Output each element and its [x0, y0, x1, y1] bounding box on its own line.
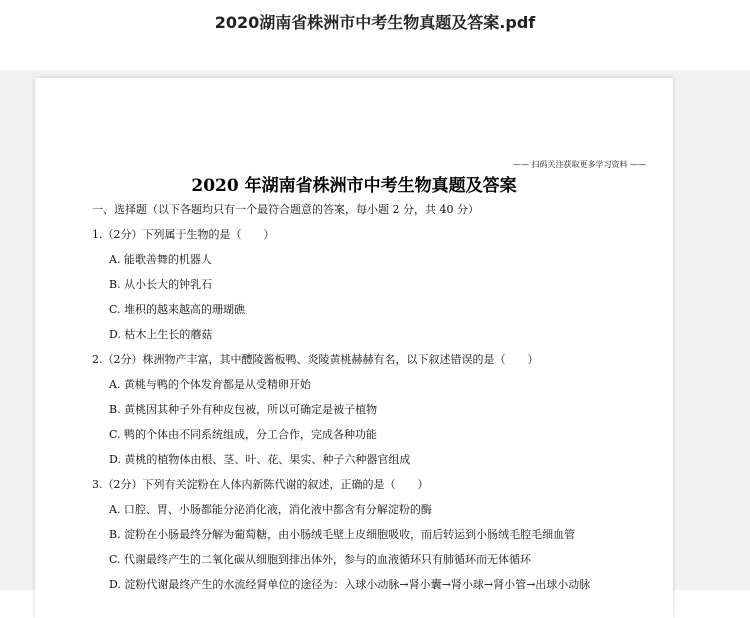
question-1-option-b: B. 从小长大的钟乳石: [109, 278, 213, 291]
scan-note: —— 扫码关注获取更多学习资料 ——: [513, 160, 647, 169]
section-header: 一、选择题（以下各题均只有一个最符合题意的答案，每小题 2 分，共 40 分）: [92, 203, 479, 216]
question-1-option-a: A. 能歌善舞的机器人: [109, 253, 212, 266]
question-2-option-d: D. 黄桃的植物体由根、茎、叶、花、果实、种子六种器官组成: [109, 453, 411, 466]
question-1-stem: 1.（2分）下列属于生物的是（ ）: [92, 228, 275, 241]
question-2-option-b: B. 黄桃因其种子外有种皮包被，所以可确定是被子植物: [109, 403, 378, 416]
question-3-option-d: D. 淀粉代谢最终产生的水流经肾单位的途径为：入球小动脉→肾小囊→肾小球→肾小管→出球小动脉: [109, 578, 591, 591]
question-3-option-b: B. 淀粉在小肠最终分解为葡萄糖，由小肠绒毛壁上皮细胞吸收，而后转运到小肠绒毛腔毛细血管: [109, 528, 576, 541]
question-2-option-c: C. 鸭的个体由不同系统组成，分工合作，完成各种功能: [109, 428, 378, 441]
question-3-option-c: C. 代谢最终产生的二氧化碳从细胞到排出体外，参与的血液循环只有肺循环而无体循环: [109, 553, 532, 566]
pdf-viewer[interactable]: [0, 70, 750, 590]
doc-title: 2020 年湖南省株洲市中考生物真题及答案: [191, 176, 517, 196]
pdf-page: [35, 78, 673, 618]
question-3-option-a: A. 口腔、胃、小肠都能分泌消化液，消化液中都含有分解淀粉的酶: [109, 503, 432, 516]
file-title: 2020湖南省株洲市中考生物真题及答案.pdf: [214, 13, 536, 32]
question-2-stem: 2.（2分）株洲物产丰富，其中醴陵酱板鸭、炎陵黄桃赫赫有名，以下叙述错误的是（ ）: [92, 353, 539, 366]
question-1-option-c: C. 堆积的越来越高的珊瑚礁: [109, 303, 246, 316]
question-3-stem: 3.（2分）下列有关淀粉在人体内新陈代谢的叙述，正确的是（ ）: [92, 478, 429, 491]
question-1-option-d: D. 枯木上生长的蘑菇: [109, 328, 213, 341]
question-2-option-a: A. 黄桃与鸭的个体发育都是从受精卵开始: [109, 378, 311, 391]
viewer-title-bar: [0, 0, 750, 70]
